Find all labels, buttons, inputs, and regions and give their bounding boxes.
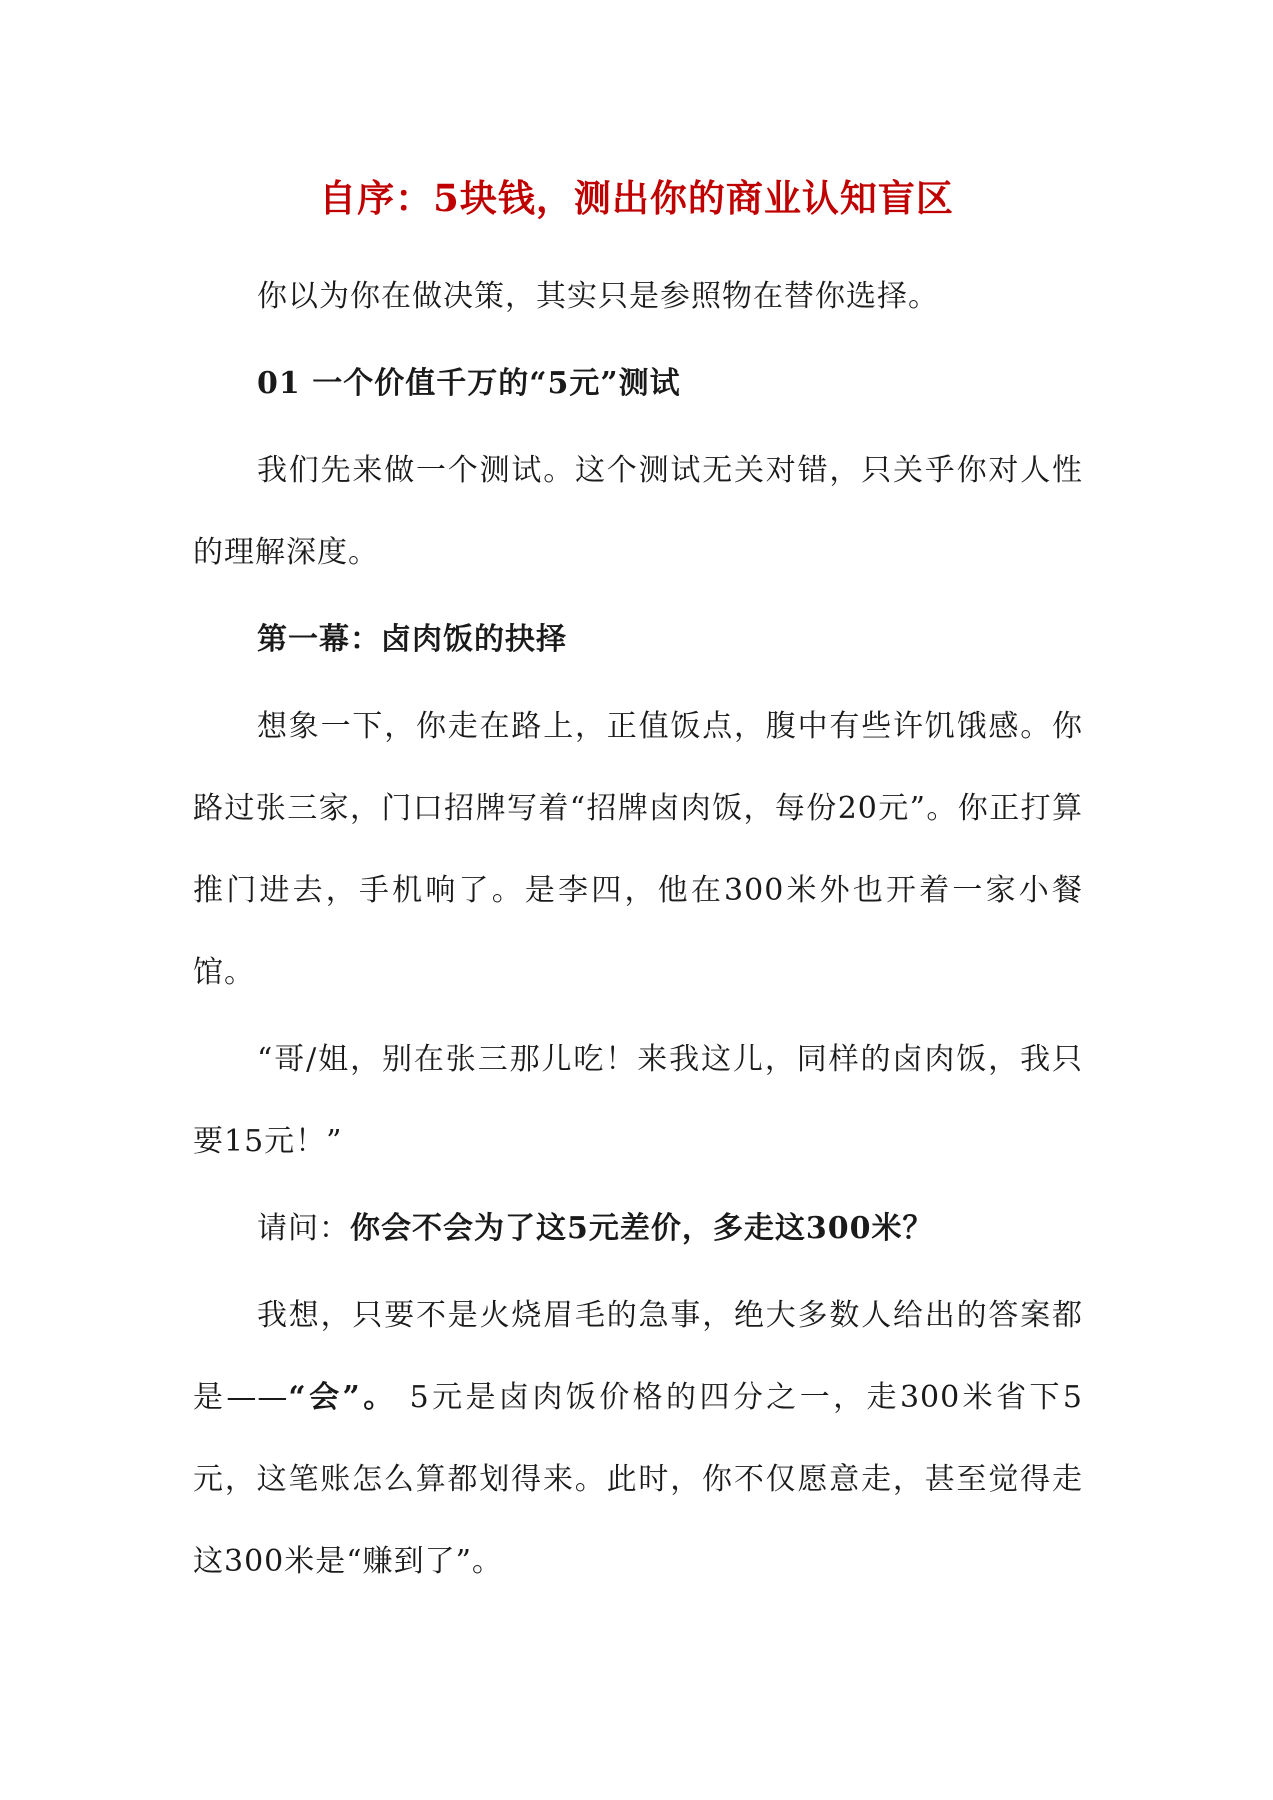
lead-paragraph: 你以为你在做决策，其实只是参照物在替你选择。 (257, 279, 939, 314)
section-heading: 01 一个价值千万的“5元”测试 (257, 366, 681, 401)
scene-paragraph: 想象一下，你走在路上，正值饭点，腹中有些许饥饿感。你路过张三家，门口招牌写着“招牌卤肉饭，每份20元”。你正打算推门进去，手机响了。是李四，他在300米外也开着一家小餐馆。 (193, 709, 1083, 990)
question-paragraph (193, 1188, 1083, 1270)
answer-bold: “会”。 (288, 1380, 397, 1415)
question-prefix: 请问： (257, 1211, 350, 1246)
page-title: 自序：5块钱，测出你的商业认知盲区 (319, 176, 954, 220)
intro-paragraph: 我们先来做一个测试。这个测试无关对错，只关乎你对人性的理解深度。 (193, 453, 1083, 570)
document-body (193, 256, 1083, 1608)
quote-paragraph: “哥/姐，别在张三那儿吃！来我这儿，同样的卤肉饭，我只要15元！” (193, 1042, 1083, 1159)
question-bold: 你会不会为了这5元差价，多走这300米？ (350, 1211, 934, 1246)
scene-heading: 第一幕：卤肉饭的抉择 (257, 622, 567, 657)
answer-paragraph (193, 1275, 1083, 1603)
answer-after: 5元是卤肉饭价格的四分之一，走300米省下5元，这笔账怎么算都划得来。此时，你不仅愿意走，甚至觉得走这300米是“赚到了”。 (193, 1380, 1083, 1579)
answer-before: 我想，只要不是火烧眉毛的急事，绝大多数人给出的答案都是—— (193, 1298, 1083, 1415)
